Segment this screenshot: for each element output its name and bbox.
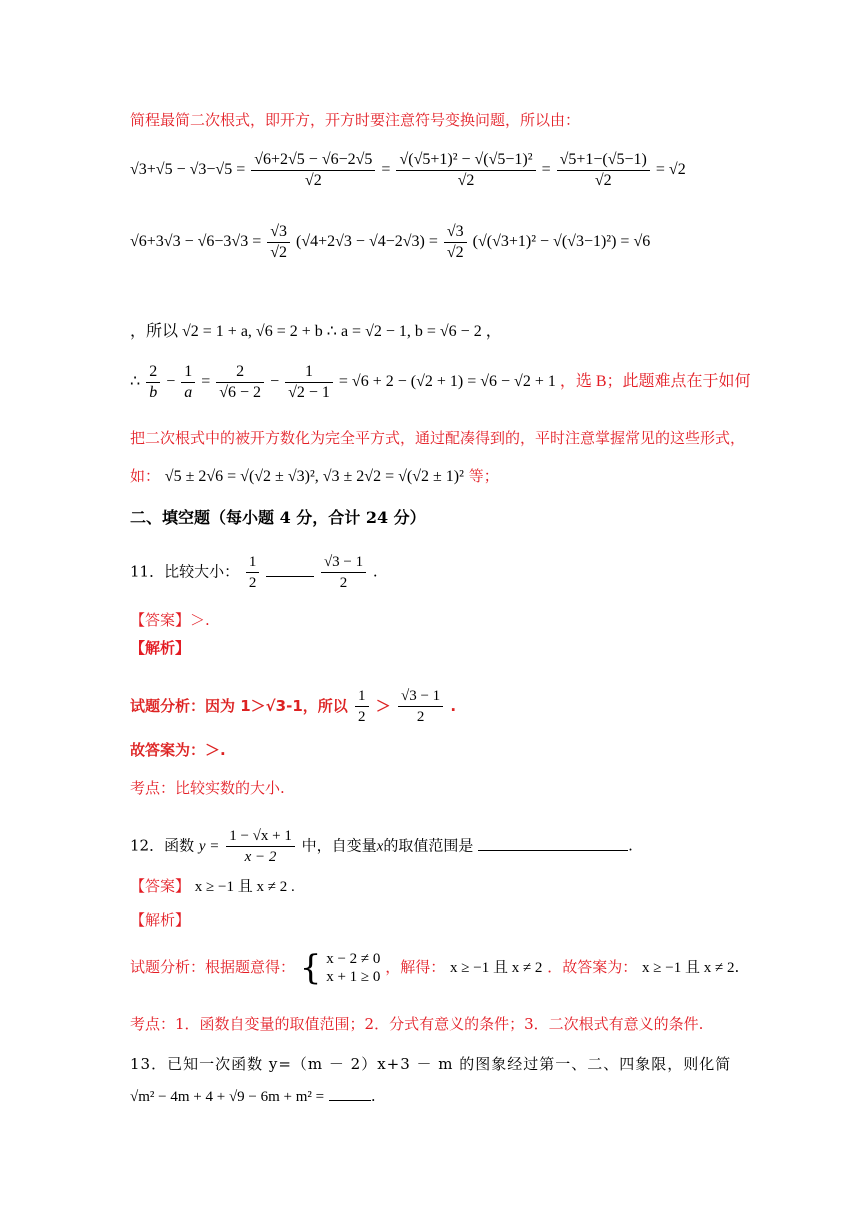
question-11: 11．比较大小： $\frac{1}{2}$ $\frac{√3 - 1}{2}$ . xyxy=(130,554,378,591)
calc-note: ，选 B；此题难点在于如何 xyxy=(559,373,751,391)
q12-fraction: $\frac{1 - √x + 1}{x - 2}$ xyxy=(226,826,295,867)
scanned-analysis-11: 试题分析：因为 1＞√3-1，所以 $\frac{1}{2}$ ＞ $\frac{√3 - 1}{2}$ . xyxy=(130,688,457,725)
scanned-answer-11: 故答案为：＞. xyxy=(130,741,226,759)
eq2-fraction-1: $\frac{√3}{√2}$ xyxy=(267,222,290,263)
kaodian-12: 考点：1．函数自变量的取值范围；2．分式有意义的条件；3．二次根式有意义的条件. xyxy=(130,1015,704,1033)
eq1-lhs: √3+√5 − √3−√5 = xyxy=(130,161,246,179)
q11-fraction-1: $\frac{1}{2}$ xyxy=(246,552,260,593)
answer-11: 【答案】＞. xyxy=(130,611,210,629)
eq2-fraction-2: $\frac{√3}{√2}$ xyxy=(444,222,467,263)
eq1-fraction-3: $\frac{√5+1-(√5-1)}{√2}$ xyxy=(557,150,650,191)
note-3-prefix: 如： xyxy=(130,467,161,485)
q12-answer-blank[interactable] xyxy=(478,850,628,851)
analysis-11-label: 【解析】 xyxy=(130,639,191,657)
scan-fraction-2: $\frac{√3 - 1}{2}$ xyxy=(398,686,443,727)
kaodian-11: 考点：比较实数的大小. xyxy=(130,779,285,797)
calc-fraction-a: $\frac{2}{b}$ xyxy=(146,362,160,403)
q11-label: 11．比较大小： xyxy=(130,562,240,581)
question-13-line-2: √m² − 4m + 4 + √9 − 6m + m² = . xyxy=(130,1087,376,1105)
equation-1: √3+√5 − √3−√5 = $\frac{√6+2√5 - √6-2√5}{√2}$ = $\frac{\text{√(√5+1)² − √(√5−1)²}}{√2}$ = $\frac{√5+1-(√5-1)}{√2}$ = √2 xyxy=(130,151,686,189)
so-line: ，所以 √2 = 1 + a, √6 = 2 + b ∴ a = √2 − 1, b = √6 − 2 ， xyxy=(130,323,502,340)
note-3 xyxy=(130,466,499,487)
therefore-symbol: ∴ xyxy=(130,373,141,391)
calc-fraction-b: $\frac{1}{a}$ xyxy=(181,362,195,403)
eq2-part-1: (√4+2√3 − √4−2√3) = xyxy=(296,233,438,251)
eq2-part-2: (√(√3+1)² − √(√3−1)²) = √6 xyxy=(472,233,651,251)
calc-rest: = √6 + 2 − (√2 + 1) = √6 − √2 + 1 xyxy=(338,373,556,391)
solution-12: 试题分析：根据题意得： { x − 2 ≠ 0 x + 1 ≥ 0 ，解得： x ≥ −1 且 x ≠ 2 ．故答案为： x ≥ −1 且 x ≠ 2. xyxy=(130,948,740,988)
intro-text: 简程最简二次根式，即开方，开方时要注意符号变换问题，所以由： xyxy=(130,111,581,129)
calc-fraction-c: $\frac{2}{√6 - 2}$ xyxy=(216,362,264,403)
eq1-fraction-2: $\frac{\text{√(√5+1)² − √(√5−1)²}}{√2}$ xyxy=(396,150,535,191)
note-2: 把二次根式中的被开方数化为完全平方式，通过配凑得到的，平时注意掌握常见的这些形式， xyxy=(130,429,746,447)
question-13-line-1: 13．已知一次函数 y=（m － 2）x+3 － m 的图象经过第一、二、四象限，则化简 xyxy=(130,1055,732,1073)
q11-answer-blank[interactable] xyxy=(266,576,314,577)
scan-fraction-1: $\frac{1}{2}$ xyxy=(355,686,369,727)
question-12: 12．函数 y = $\frac{1 - √x + 1}{x - 2}$ 中，自变量x的取值范围是 . xyxy=(130,828,633,865)
equation-2 xyxy=(130,222,650,263)
q11-fraction-2: $\frac{√3 - 1}{2}$ xyxy=(321,552,366,593)
calc-fraction-d: $\frac{1}{√2 - 1}$ xyxy=(285,362,333,403)
answer-12: 【答案】 x ≥ −1 且 x ≠ 2 . xyxy=(130,877,295,895)
eq2-lhs: √6+3√3 − √6−3√3 = xyxy=(130,233,262,251)
calc-line: ∴ $\frac{2}{b}$ − $\frac{1}{a}$ = $\frac{2}{√6 - 2}$ − $\frac{1}{√2 - 1}$ = √6 + 2 − (√2 + 1) = √6 − √2 + 1 ，选 B；此题难点在于如何 xyxy=(130,363,751,401)
inequality-system: x − 2 ≠ 0 x + 1 ≥ 0 xyxy=(326,951,381,985)
q13-answer-blank[interactable] xyxy=(329,1100,371,1101)
eq1-fraction-1: $\frac{√6+2√5 - √6-2√5}{√2}$ xyxy=(251,150,375,191)
eq1-rhs: = √2 xyxy=(655,161,686,179)
q12-label: 12．函数 xyxy=(130,836,195,855)
note-3-math: √5 ± 2√6 = √(√2 ± √3)², √3 ± 2√2 = √(√2 ± 1)² xyxy=(164,468,464,485)
analysis-12-label: 【解析】 xyxy=(130,911,191,929)
section-title: 二、填空题（每小题 4 分，合计 24 分） xyxy=(130,508,426,527)
note-3-suffix: 等； xyxy=(468,467,499,485)
